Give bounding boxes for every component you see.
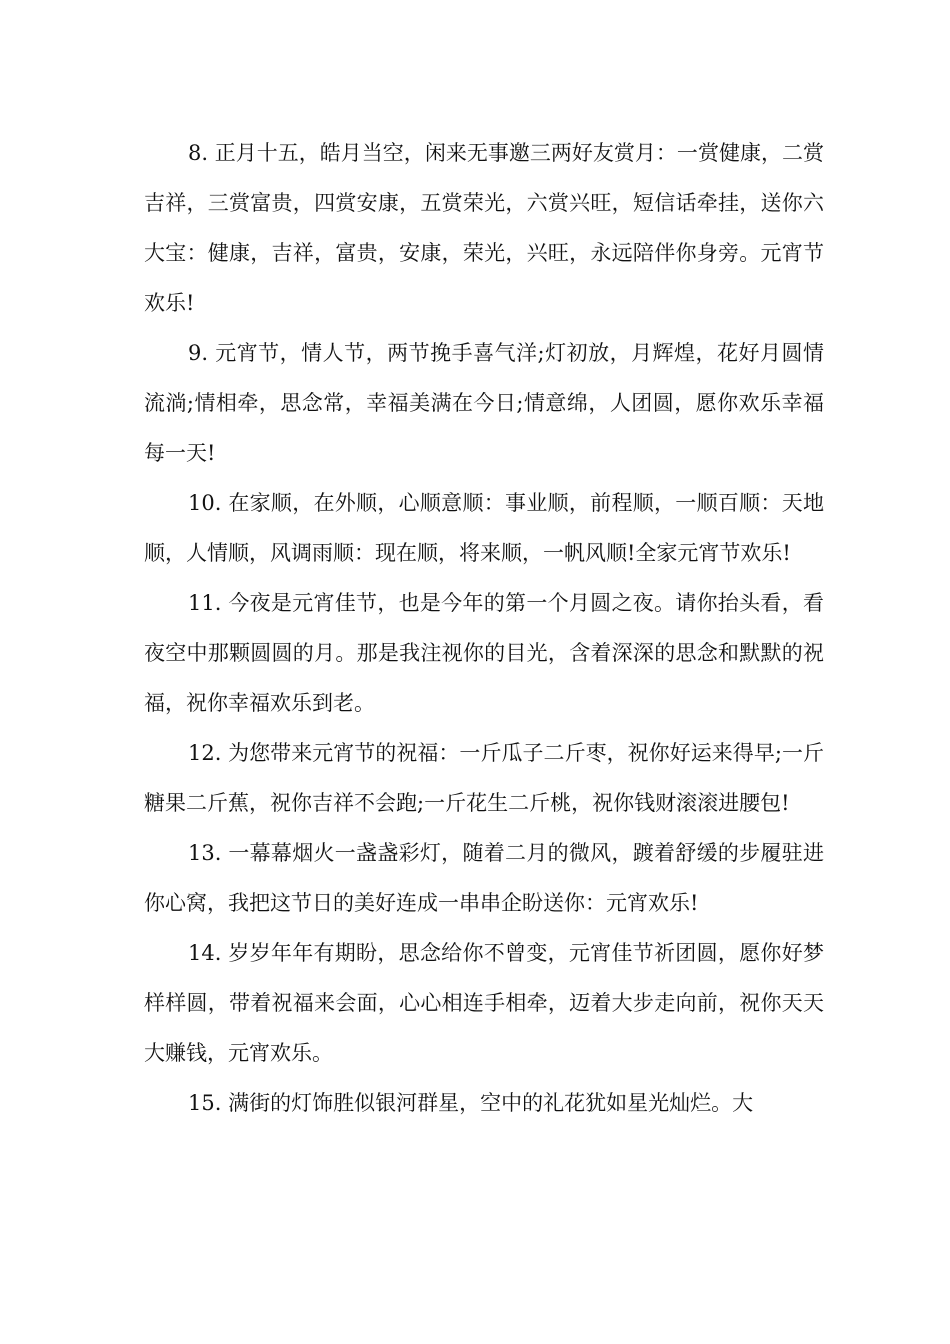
paragraph-14: 14. 岁岁年年有期盼，思念给你不曾变，元宵佳节祈团圆，愿你好梦样样圆，带着祝福来会面，心心相连手相牵，迈着大步走向前，祝你天天大赚钱，元宵欢乐。 (144, 941, 824, 1065)
paragraph-8: 8. 正月十五，皓月当空，闲来无事邀三两好友赏月：一赏健康，二赏吉祥，三赏富贵，四赏安康，五赏荣光，六赏兴旺，短信话牵挂，送你六大宝：健康，吉祥，富贵，安康，荣光，兴旺，永远陪伴你身旁。元宵节欢乐! (144, 141, 824, 315)
paragraph-13: 13. 一幕幕烟火一盏盏彩灯，随着二月的微风，踱着舒缓的步履驻进你心窝，我把这节日的美好连成一串串企盼送你：元宵欢乐! (144, 841, 824, 915)
document-body (144, 128, 824, 1128)
paragraph-12: 12. 为您带来元宵节的祝福：一斤瓜子二斤枣，祝你好运来得早;一斤糖果二斤蕉，祝你吉祥不会跑;一斤花生二斤桃，祝你钱财滚滚进腰包! (144, 741, 824, 815)
paragraph-11: 11. 今夜是元宵佳节，也是今年的第一个月圆之夜。请你抬头看，看夜空中那颗圆圆的月。那是我注视你的目光，含着深深的思念和默默的祝福，祝你幸福欢乐到老。 (144, 591, 824, 715)
paragraph-9: 9. 元宵节，情人节，两节挽手喜气洋;灯初放，月辉煌，花好月圆情流淌;情相牵，思念常，幸福美满在今日;情意绵，人团圆，愿你欢乐幸福每一天! (144, 341, 824, 465)
paragraph-15: 15. 满街的灯饰胜似银河群星，空中的礼花犹如星光灿烂。大 (188, 1091, 754, 1115)
paragraph-10: 10. 在家顺，在外顺，心顺意顺：事业顺，前程顺，一顺百顺：天地顺，人情顺，风调雨顺：现在顺，将来顺，一帆风顺!全家元宵节欢乐! (144, 491, 824, 565)
